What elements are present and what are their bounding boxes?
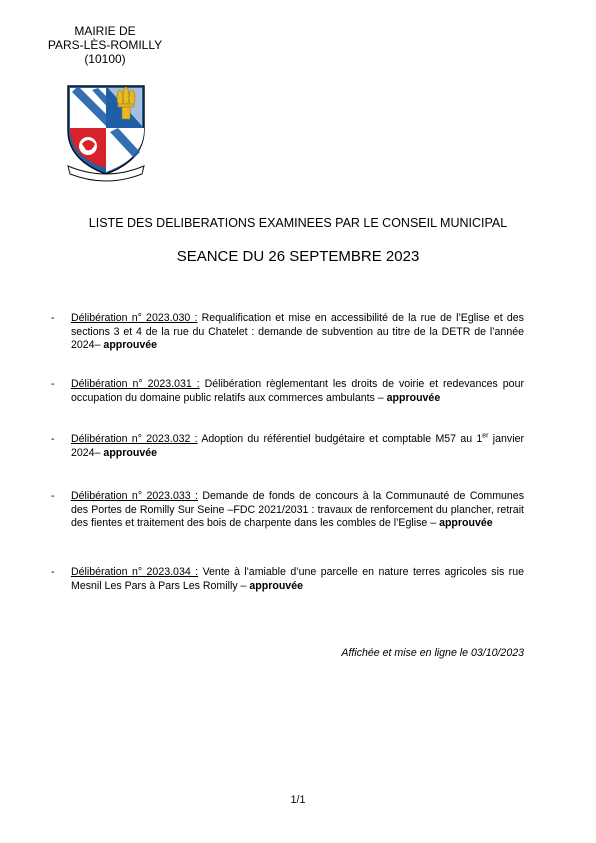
deliberation-status: approuvée bbox=[386, 391, 441, 404]
deliberation-ref: Délibération n° 2023.032 : bbox=[71, 433, 198, 445]
deliberation-text: Délibération règlementant les droits de voirie et redevances pour occupation du domaine public relatifs aux commerces ambulants – bbox=[71, 378, 524, 404]
deliberation-item bbox=[51, 432, 525, 460]
deliberation-item bbox=[51, 490, 524, 531]
deliberation-text: Requalification et mise en accessibilité de la rue de l’Eglise et des sections 3 et 4 de la rue du Chatelet : demande de subvention au titre de la DETR de l’année 2024– bbox=[71, 312, 524, 351]
deliberation-ref: Délibération n° 2023.034 : bbox=[71, 566, 199, 578]
deliberation-text: Vente à l'amiable d’une parcelle en nature terres agricoles sis rue Mesnil Les Pars à Pars Les Romilly – bbox=[71, 566, 524, 592]
deliberation-text: Adoption du référentiel budgétaire et comptable M57 au 1 bbox=[201, 433, 483, 445]
coat-of-arms-logo bbox=[62, 78, 150, 182]
deliberation-ref: Délibération n° 2023.033 : bbox=[71, 490, 198, 502]
posting-notice: Affichée et mise en ligne le 03/10/2023 bbox=[341, 647, 524, 659]
bullet-dash: - bbox=[51, 566, 55, 578]
bullet-dash: - bbox=[51, 378, 55, 390]
deliberation-ref: Délibération n° 2023.030 : bbox=[71, 312, 198, 324]
bullet-dash: - bbox=[51, 433, 55, 445]
deliberation-status: approuvée bbox=[249, 579, 303, 592]
deliberation-status: approuvée bbox=[103, 446, 157, 459]
deliberation-item bbox=[51, 378, 524, 405]
page-number: 1/1 bbox=[290, 794, 306, 806]
deliberation-text: Demande de fonds de concours à la Communauté de Communes des Portes de Romilly Sur Seine –FDC 2021/2031 : travaux de renforcement du plancher, retrait des fientes et traitement des bois de charpente dans les combles de l’Eglise – bbox=[71, 490, 524, 529]
session-title: SEANCE DU 26 SEPTEMBRE 2023 bbox=[176, 248, 420, 265]
deliberation-item bbox=[51, 566, 524, 593]
ordinal-suffix: er bbox=[482, 432, 489, 440]
mairie-postcode: (10100) bbox=[84, 52, 126, 66]
deliberation-status: approuvée bbox=[103, 339, 157, 351]
mairie-line2: PARS-LÈS-ROMILLY bbox=[47, 38, 163, 52]
deliberation-ref: Délibération n° 2023.031 : bbox=[71, 378, 200, 390]
mairie-header bbox=[40, 24, 170, 66]
mairie-line1: MAIRIE DE bbox=[74, 24, 136, 38]
deliberation-status: approuvée bbox=[439, 517, 493, 529]
document-title: LISTE DES DELIBERATIONS EXAMINEES PAR LE CONSEIL MUNICIPAL bbox=[88, 216, 508, 230]
bullet-dash: - bbox=[51, 312, 55, 324]
bullet-dash: - bbox=[51, 490, 55, 502]
deliberation-text: janvier 2024– bbox=[71, 433, 525, 459]
deliberation-item bbox=[51, 312, 524, 353]
